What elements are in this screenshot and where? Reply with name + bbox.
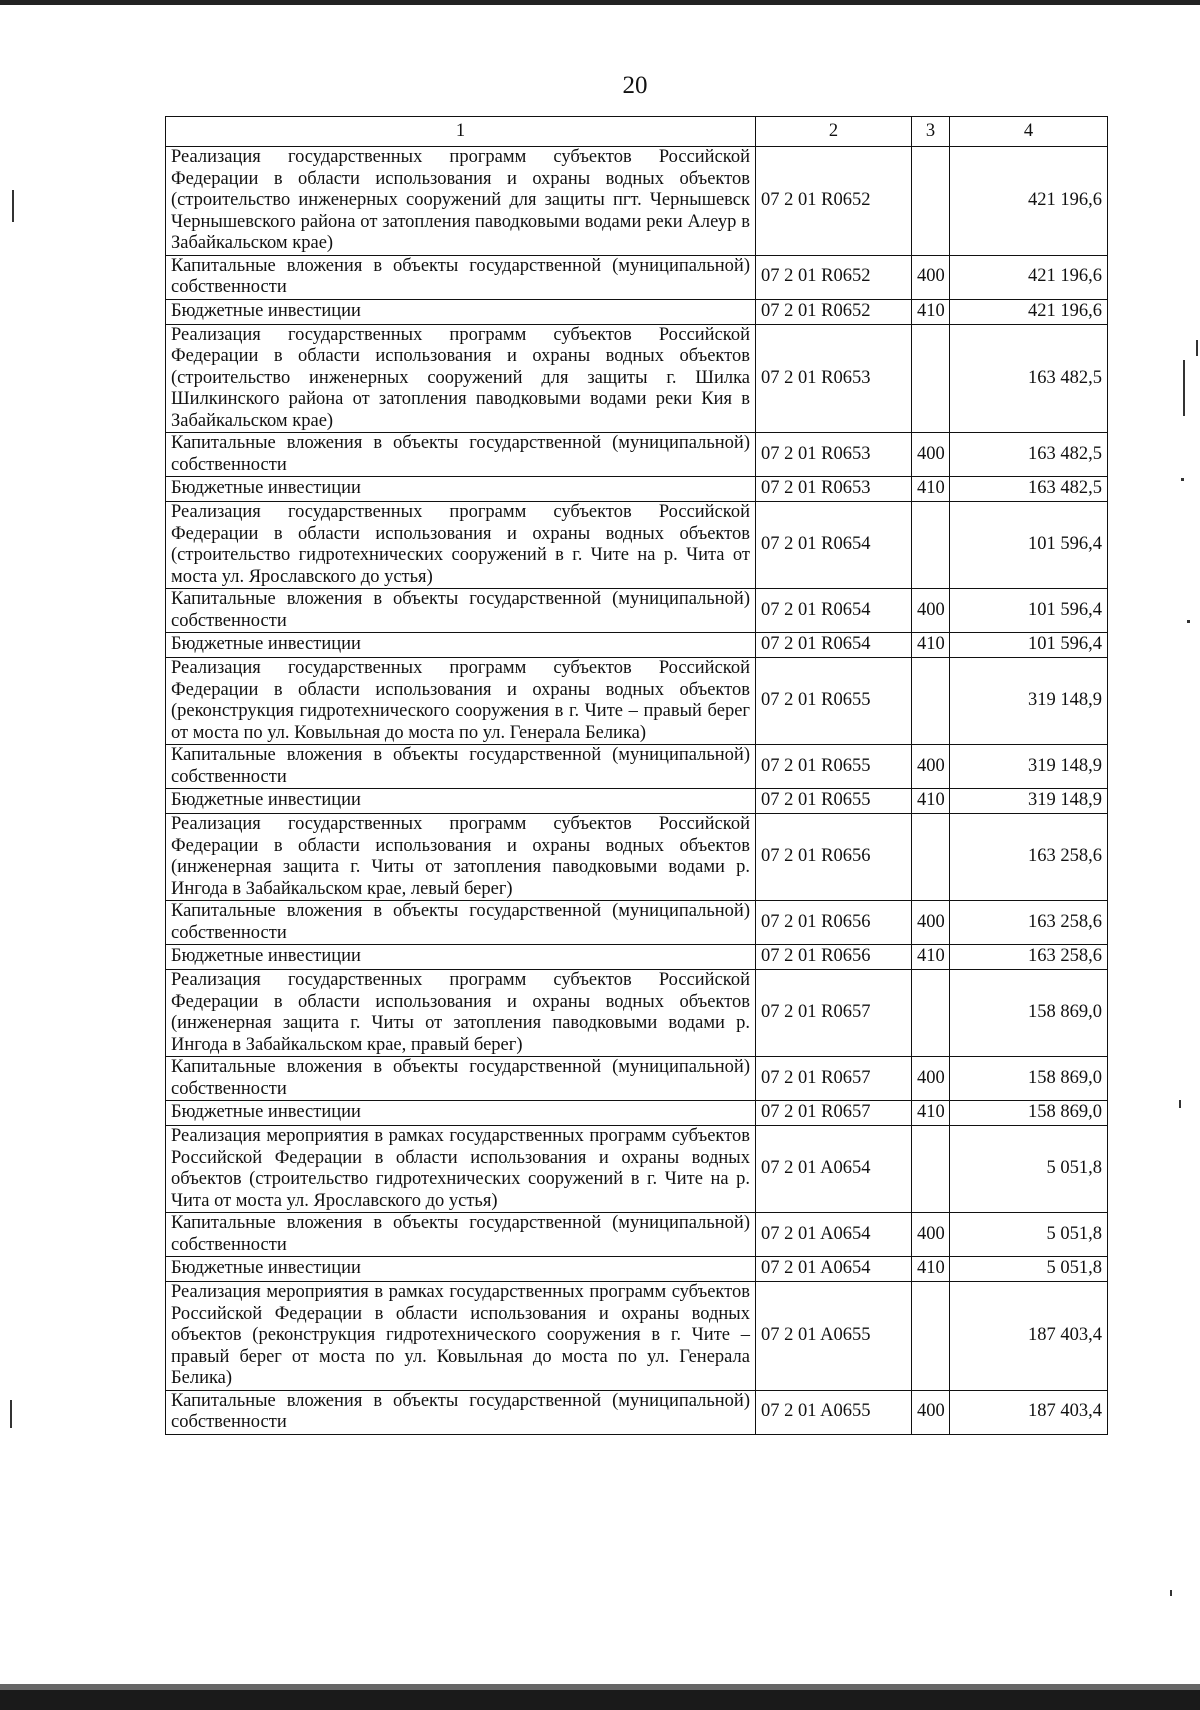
amount-cell: 5 051,8 — [950, 1126, 1108, 1213]
expense-type-cell: 400 — [912, 901, 950, 945]
amount-cell: 5 051,8 — [950, 1213, 1108, 1257]
amount-cell: 319 148,9 — [950, 789, 1108, 814]
code-cell: 07 2 01 A0654 — [756, 1257, 912, 1282]
amount-cell: 187 403,4 — [950, 1282, 1108, 1391]
code-cell: 07 2 01 R0654 — [756, 589, 912, 633]
description-cell: Капитальные вложения в объекты государственной (муниципальной) собственности — [166, 1213, 756, 1257]
table-row — [166, 255, 1108, 299]
scan-mark — [1170, 1590, 1172, 1596]
expense-type-cell: 410 — [912, 1257, 950, 1282]
column-header: 1 — [166, 117, 756, 147]
description-cell: Капитальные вложения в объекты государственной (муниципальной) собственности — [166, 745, 756, 789]
table-row — [166, 147, 1108, 256]
expense-type-cell — [912, 970, 950, 1057]
code-cell: 07 2 01 R0657 — [756, 1101, 912, 1126]
expense-type-cell: 400 — [912, 433, 950, 477]
description-cell: Реализация мероприятия в рамках государственных программ субъектов Российской Федерации в области использования и охраны водных объектов (реконструкция гидротехнического сооружения в г. Чите – правый берег от моста по ул. Ковыльная до моста по ул. Генерала Белика) — [166, 1282, 756, 1391]
description-cell: Капитальные вложения в объекты государственной (муниципальной) собственности — [166, 433, 756, 477]
description-cell: Бюджетные инвестиции — [166, 789, 756, 814]
description-cell: Реализация мероприятия в рамках государственных программ субъектов Российской Федерации в области использования и охраны водных объектов (строительство гидротехнических сооружений в г. Чите на р. Чита от моста ул. Ярославского до устья) — [166, 1126, 756, 1213]
table-row — [166, 589, 1108, 633]
code-cell: 07 2 01 R0655 — [756, 789, 912, 814]
description-cell: Капитальные вложения в объекты государственной (муниципальной) собственности — [166, 589, 756, 633]
code-cell: 07 2 01 R0657 — [756, 970, 912, 1057]
table-row — [166, 1257, 1108, 1282]
description-cell: Реализация государственных программ субъектов Российской Федерации в области использования и охраны водных объектов (инженерная защита г. Читы от затопления паводковыми водами р. Ингода в Забайкальском крае, левый берег) — [166, 814, 756, 901]
description-cell: Реализация государственных программ субъектов Российской Федерации в области использования и охраны водных объектов (строительство инженерных сооружений для защиты пгт. Чернышевск Чернышевского района от затопления паводковыми водами реки Алеур в Забайкальском крае) — [166, 147, 756, 256]
table-row — [166, 945, 1108, 970]
code-cell: 07 2 01 R0653 — [756, 324, 912, 433]
code-cell: 07 2 01 A0655 — [756, 1390, 912, 1434]
table-header-row — [166, 117, 1108, 147]
expense-type-cell — [912, 324, 950, 433]
expense-type-cell: 410 — [912, 633, 950, 658]
description-cell: Реализация государственных программ субъектов Российской Федерации в области использования и охраны водных объектов (строительство инженерных сооружений для защиты г. Шилка Шилкинского района от затопления паводковыми водами реки Кия в Забайкальском крае) — [166, 324, 756, 433]
table-row — [166, 433, 1108, 477]
scan-mark — [1187, 620, 1190, 623]
amount-cell: 163 482,5 — [950, 433, 1108, 477]
table-row — [166, 970, 1108, 1057]
code-cell: 07 2 01 R0656 — [756, 901, 912, 945]
scan-mark — [12, 190, 14, 222]
amount-cell: 5 051,8 — [950, 1257, 1108, 1282]
code-cell: 07 2 01 R0652 — [756, 299, 912, 324]
code-cell: 07 2 01 R0654 — [756, 502, 912, 589]
amount-cell: 158 869,0 — [950, 1057, 1108, 1101]
table-row — [166, 502, 1108, 589]
expense-type-cell — [912, 1282, 950, 1391]
amount-cell: 163 258,6 — [950, 945, 1108, 970]
code-cell: 07 2 01 R0652 — [756, 255, 912, 299]
description-cell: Бюджетные инвестиции — [166, 299, 756, 324]
column-header: 2 — [756, 117, 912, 147]
expense-type-cell — [912, 658, 950, 745]
amount-cell: 163 258,6 — [950, 901, 1108, 945]
expense-type-cell: 410 — [912, 299, 950, 324]
amount-cell: 187 403,4 — [950, 1390, 1108, 1434]
column-header: 3 — [912, 117, 950, 147]
code-cell: 07 2 01 R0653 — [756, 433, 912, 477]
code-cell: 07 2 01 A0654 — [756, 1213, 912, 1257]
expense-type-cell: 400 — [912, 255, 950, 299]
budget-table — [165, 116, 1108, 1435]
table-row — [166, 901, 1108, 945]
code-cell: 07 2 01 R0653 — [756, 477, 912, 502]
table-row — [166, 1101, 1108, 1126]
description-cell: Бюджетные инвестиции — [166, 633, 756, 658]
scan-mark — [1196, 340, 1198, 356]
code-cell: 07 2 01 A0654 — [756, 1126, 912, 1213]
table-row — [166, 745, 1108, 789]
expense-type-cell: 400 — [912, 589, 950, 633]
amount-cell: 101 596,4 — [950, 502, 1108, 589]
amount-cell: 421 196,6 — [950, 299, 1108, 324]
code-cell: 07 2 01 R0656 — [756, 814, 912, 901]
expense-type-cell — [912, 147, 950, 256]
expense-type-cell: 410 — [912, 945, 950, 970]
table-body — [166, 147, 1108, 1435]
amount-cell: 421 196,6 — [950, 255, 1108, 299]
description-cell: Капитальные вложения в объекты государственной (муниципальной) собственности — [166, 1057, 756, 1101]
amount-cell: 163 482,5 — [950, 477, 1108, 502]
expense-type-cell: 410 — [912, 477, 950, 502]
expense-type-cell — [912, 1126, 950, 1213]
column-header: 4 — [950, 117, 1108, 147]
description-cell: Капитальные вложения в объекты государственной (муниципальной) собственности — [166, 1390, 756, 1434]
description-cell: Капитальные вложения в объекты государственной (муниципальной) собственности — [166, 255, 756, 299]
scan-mark — [10, 1400, 12, 1428]
scan-edge-top — [0, 0, 1200, 5]
amount-cell: 163 258,6 — [950, 814, 1108, 901]
description-cell: Бюджетные инвестиции — [166, 477, 756, 502]
table-row — [166, 1390, 1108, 1434]
scan-mark — [1181, 478, 1184, 481]
table-row — [166, 789, 1108, 814]
code-cell: 07 2 01 R0654 — [756, 633, 912, 658]
expense-type-cell: 410 — [912, 789, 950, 814]
code-cell: 07 2 01 R0655 — [756, 745, 912, 789]
expense-type-cell — [912, 814, 950, 901]
table-row — [166, 477, 1108, 502]
amount-cell: 101 596,4 — [950, 589, 1108, 633]
table-row — [166, 299, 1108, 324]
amount-cell: 158 869,0 — [950, 1101, 1108, 1126]
description-cell: Бюджетные инвестиции — [166, 1101, 756, 1126]
expense-type-cell — [912, 502, 950, 589]
description-cell: Бюджетные инвестиции — [166, 1257, 756, 1282]
table-row — [166, 1126, 1108, 1213]
code-cell: 07 2 01 A0655 — [756, 1282, 912, 1391]
description-cell: Реализация государственных программ субъектов Российской Федерации в области использования и охраны водных объектов (инженерная защита г. Читы от затопления паводковыми водами р. Ингода в Забайкальском крае, правый берег) — [166, 970, 756, 1057]
scan-edge-bottom — [0, 1690, 1200, 1710]
expense-type-cell: 400 — [912, 1390, 950, 1434]
description-cell: Реализация государственных программ субъектов Российской Федерации в области использования и охраны водных объектов (строительство гидротехнических сооружений в г. Чите на р. Чита от моста ул. Ярославского до устья) — [166, 502, 756, 589]
table-row — [166, 1213, 1108, 1257]
table-row — [166, 1057, 1108, 1101]
description-cell: Капитальные вложения в объекты государственной (муниципальной) собственности — [166, 901, 756, 945]
table-row — [166, 633, 1108, 658]
scan-mark — [1179, 1100, 1181, 1108]
description-cell: Реализация государственных программ субъектов Российской Федерации в области использования и охраны водных объектов (реконструкция гидротехнического сооружения в г. Чите – правый берег от моста по ул. Ковыльная до моста по ул. Генерала Белика) — [166, 658, 756, 745]
description-cell: Бюджетные инвестиции — [166, 945, 756, 970]
amount-cell: 163 482,5 — [950, 324, 1108, 433]
expense-type-cell: 400 — [912, 1213, 950, 1257]
amount-cell: 319 148,9 — [950, 658, 1108, 745]
amount-cell: 319 148,9 — [950, 745, 1108, 789]
scan-mark — [1183, 360, 1185, 416]
table-row — [166, 1282, 1108, 1391]
code-cell: 07 2 01 R0657 — [756, 1057, 912, 1101]
expense-type-cell: 400 — [912, 1057, 950, 1101]
page-number: 20 — [622, 72, 648, 99]
code-cell: 07 2 01 R0652 — [756, 147, 912, 256]
table-row — [166, 658, 1108, 745]
code-cell: 07 2 01 R0656 — [756, 945, 912, 970]
amount-cell: 421 196,6 — [950, 147, 1108, 256]
expense-type-cell: 410 — [912, 1101, 950, 1126]
code-cell: 07 2 01 R0655 — [756, 658, 912, 745]
table-row — [166, 814, 1108, 901]
amount-cell: 101 596,4 — [950, 633, 1108, 658]
expense-type-cell: 400 — [912, 745, 950, 789]
table-row — [166, 324, 1108, 433]
amount-cell: 158 869,0 — [950, 970, 1108, 1057]
